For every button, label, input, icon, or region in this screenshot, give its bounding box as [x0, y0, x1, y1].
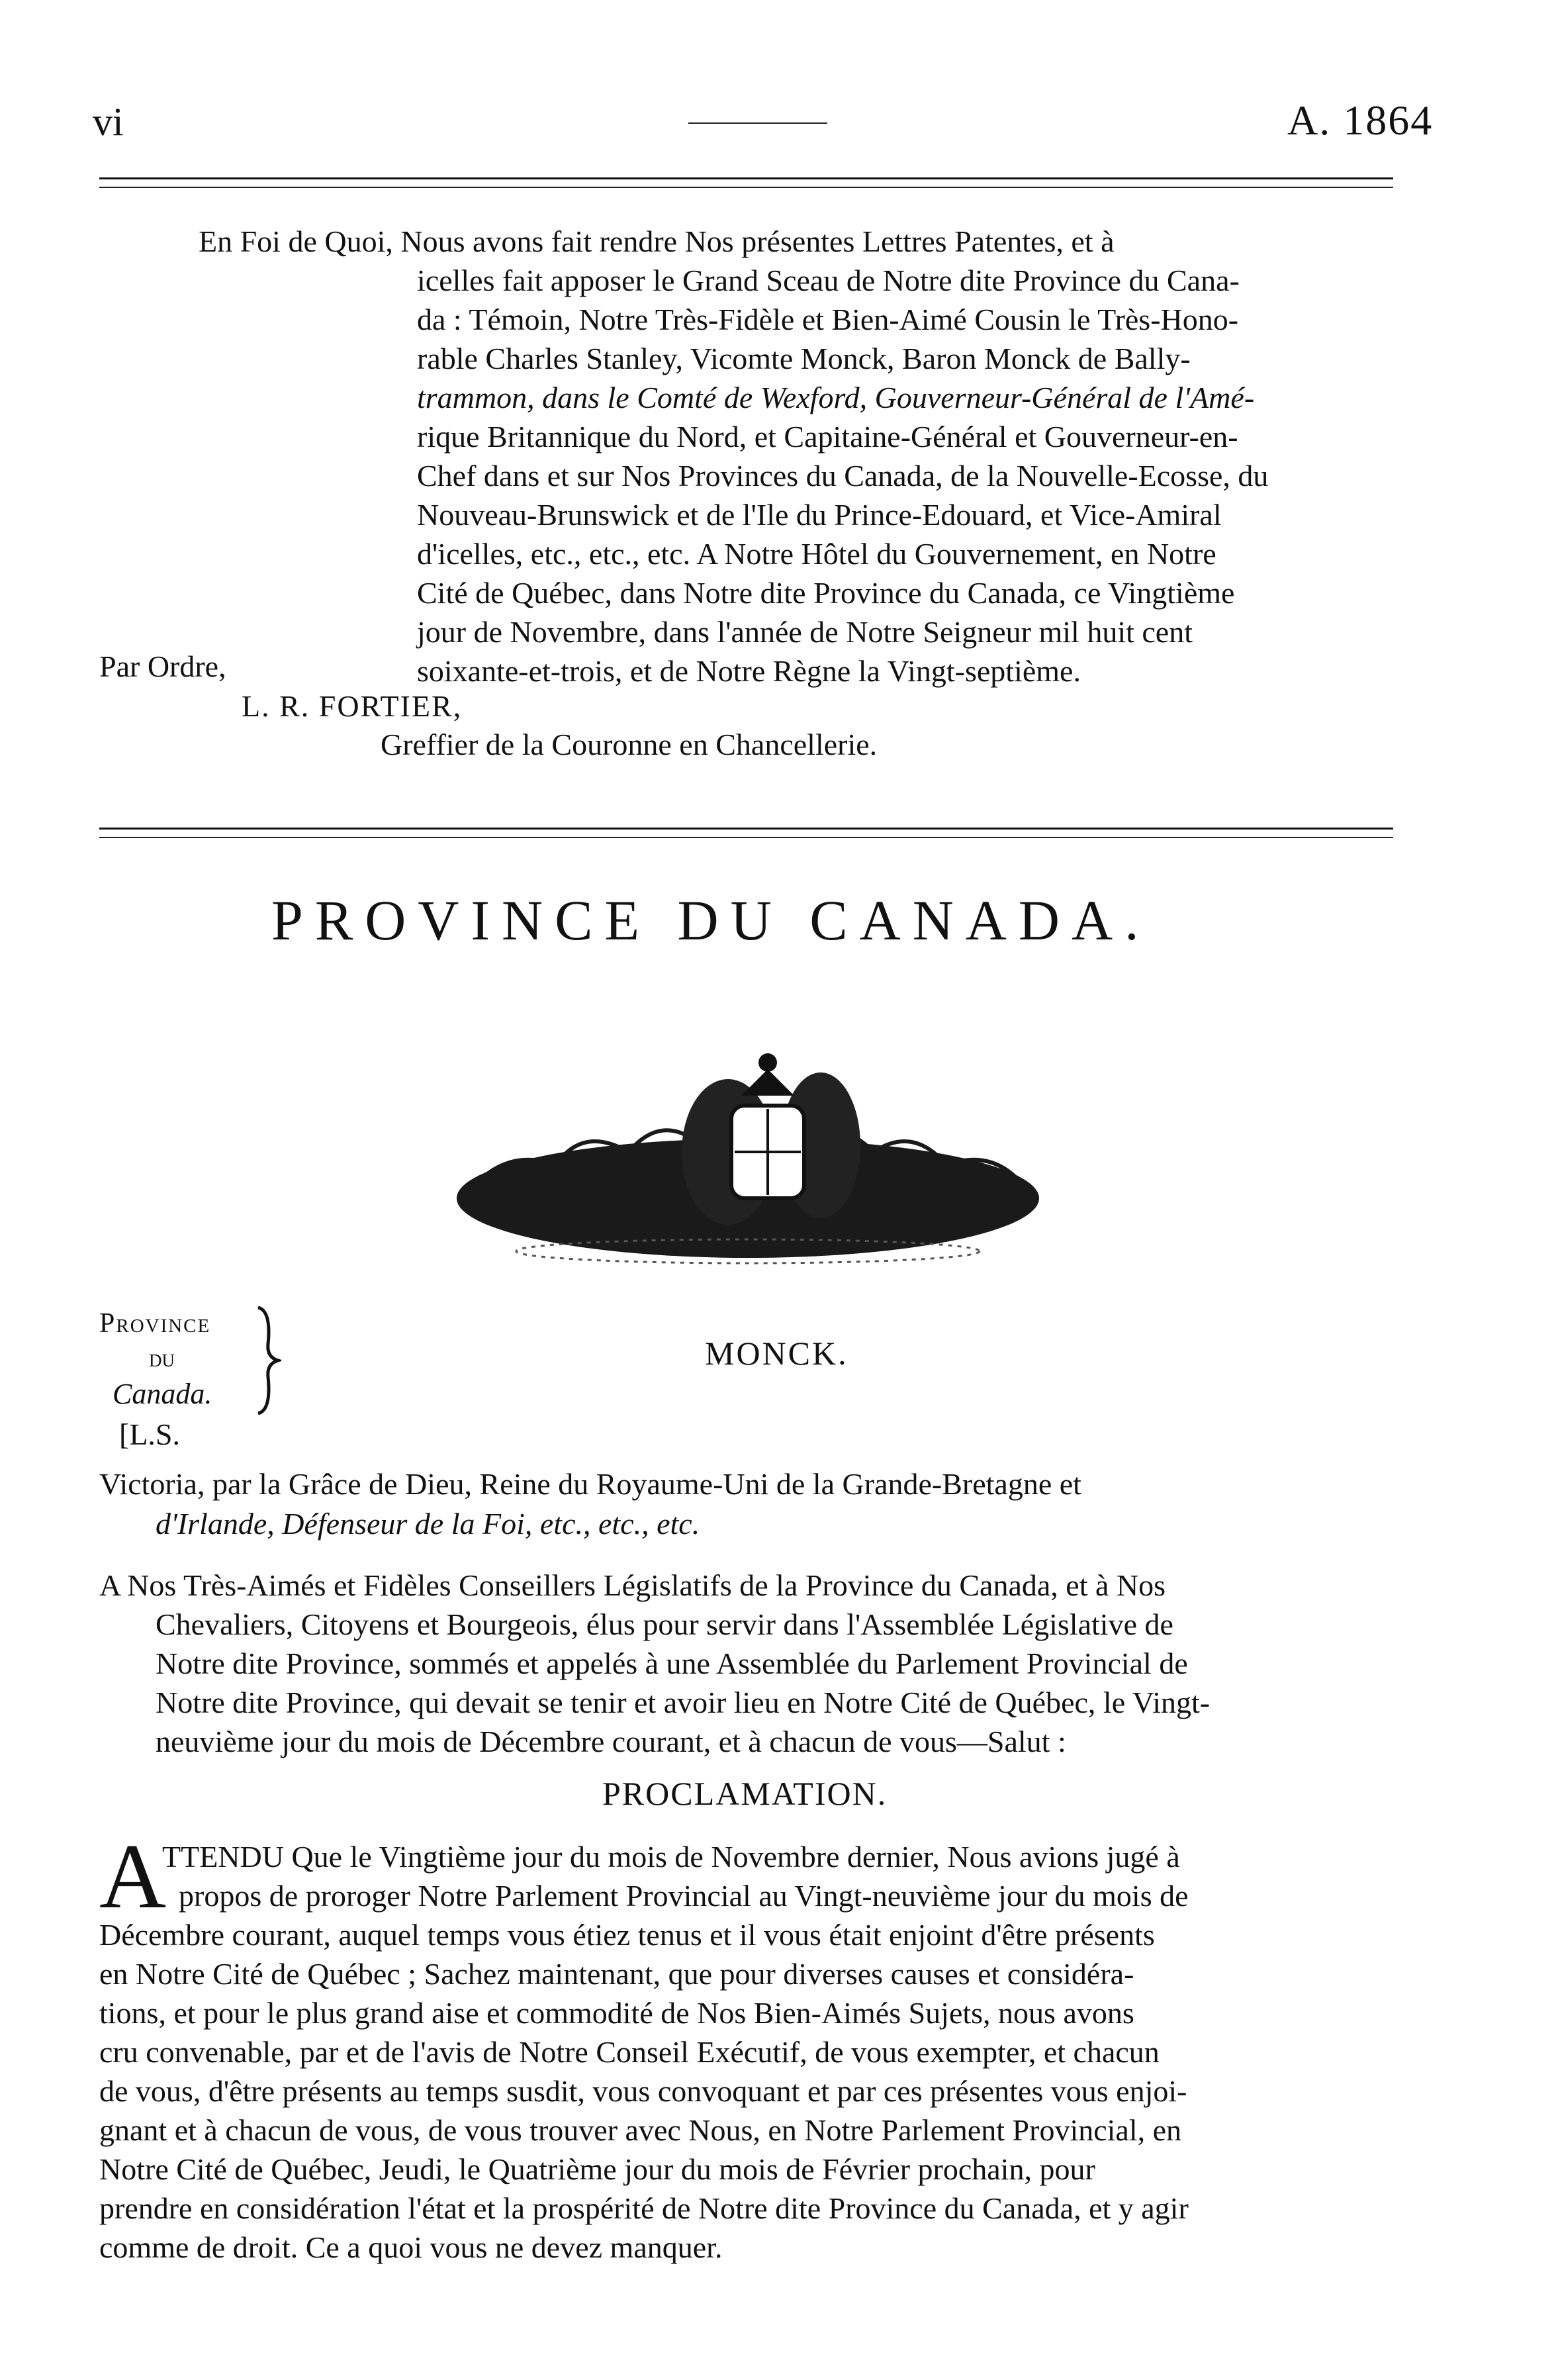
- province-brace-icon: [255, 1304, 281, 1417]
- proclamation-body: [99, 1837, 1393, 2267]
- attestation-line: Nouveau-Brunswick et de l'Ile du Prince-Edouard, et Vice-Amiral: [417, 498, 1222, 532]
- province-line: Province: [99, 1308, 211, 1339]
- proclamation-heading: PROCLAMATION.: [602, 1775, 888, 1812]
- middle-rule-upper: [99, 828, 1393, 830]
- attestation-line: rable Charles Stanley, Vicomte Monck, Baron Monck de Bally-: [417, 342, 1191, 375]
- signer-name: L. R. FORTIER,: [242, 689, 463, 723]
- attestation-line: d'icelles, etc., etc., etc. A Notre Hôtel du Gouvernement, en Notre: [417, 537, 1216, 571]
- attestation-line: En Foi de Quoi, Nous avons fait rendre Nos présentes Lettres Patentes, et à: [199, 224, 1115, 258]
- proclamation-line: TTENDU Que le Vingtième jour du mois de Novembre dernier, Nous avions jugé à: [162, 1840, 1180, 1874]
- victoria-line: d'Irlande, Défenseur de la Foi, etc., etc., etc.: [156, 1507, 700, 1541]
- address-block: [99, 1566, 1393, 1761]
- year-label: A. 1864: [1287, 97, 1434, 144]
- signer-title: Greffier de la Couronne en Chancellerie.: [381, 728, 878, 761]
- attestation-line: jour de Novembre, dans l'année de Notre Seigneur mil huit cent: [417, 615, 1193, 649]
- proclamation-line: tions, et pour le plus grand aise et commodité de Nos Bien-Aimés Sujets, nous avons: [99, 1996, 1134, 2030]
- proclamation-line: cru convenable, par et de l'avis de Notre Conseil Exécutif, de vous exempter, et chacun: [99, 2035, 1160, 2069]
- governor-name: MONCK.: [705, 1335, 848, 1372]
- proclamation-line: propos de proroger Notre Parlement Provincial au Vingt-neuvième jour du mois de: [179, 1879, 1189, 1913]
- attestation-line: trammon, dans le Comté de Wexford, Gouverneur-Général de l'Amé-: [417, 381, 1255, 414]
- proclamation-line: de vous, d'être présents au temps susdit, vous convoquant et par ces présentes vous enjoi-: [99, 2074, 1187, 2108]
- page-title: PROVINCE DU CANADA.: [271, 888, 1151, 952]
- top-rule-lower: [99, 187, 1393, 188]
- royal-coat-of-arms-icon: [450, 1033, 1046, 1271]
- proclamation-line: gnant et à chacun de vous, de vous trouver avec Nous, en Notre Parlement Provincial, en: [99, 2113, 1182, 2147]
- page-number: vi: [93, 100, 124, 144]
- top-rule-upper: [99, 177, 1393, 179]
- attestation-line: da : Témoin, Notre Très-Fidèle et Bien-Aimé Cousin le Très-Hono-: [417, 303, 1239, 336]
- proclamation-dropcap: A: [99, 1825, 167, 1928]
- address-line: neuvième jour du mois de Décembre courant, et à chacun de vous—Salut :: [156, 1725, 1066, 1758]
- province-line: du: [149, 1345, 175, 1372]
- attestation-line: Chef dans et sur Nos Provinces du Canada, de la Nouvelle-Ecosse, du: [417, 459, 1269, 493]
- address-line: Notre dite Province, qui devait se tenir et avoir lieu en Notre Cité de Québec, le Vingt-: [156, 1686, 1211, 1719]
- victoria-line: Victoria, par la Grâce de Dieu, Reine du Royaume-Uni de la Grande-Bretagne et: [99, 1467, 1081, 1501]
- par-ordre-label: Par Ordre,: [99, 649, 226, 683]
- attestation-line: icelles fait apposer le Grand Sceau de Notre dite Province du Cana-: [417, 263, 1240, 297]
- proclamation-line: en Notre Cité de Québec ; Sachez maintenant, que pour diverses causes et considéra-: [99, 1957, 1134, 1991]
- seal-label: [L.S.: [119, 1417, 180, 1451]
- address-line: Chevaliers, Citoyens et Bourgeois, élus pour servir dans l'Assemblée Législative de: [156, 1607, 1173, 1641]
- address-line: Notre dite Province, sommés et appelés à une Assemblée du Parlement Provincial de: [156, 1646, 1188, 1680]
- attestation-block: [199, 222, 1410, 690]
- attestation-line: Cité de Québec, dans Notre dite Province du Canada, ce Vingtième: [417, 576, 1235, 610]
- proclamation-line: prendre en considération l'état et la prospérité de Notre dite Province du Canada, et y agir: [99, 2191, 1189, 2225]
- middle-rule-lower: [99, 837, 1393, 838]
- header-center-rule: [688, 122, 827, 124]
- address-line: A Nos Très-Aimés et Fidèles Conseillers Législatifs de la Province du Canada, et à Nos: [99, 1568, 1166, 1602]
- province-line: Canada.: [113, 1378, 212, 1410]
- attestation-line: soixante-et-trois, et de Notre Règne la Vingt-septième.: [417, 654, 1081, 688]
- attestation-line: rique Britannique du Nord, et Capitaine-Général et Gouverneur-en-: [417, 420, 1238, 453]
- proclamation-line: Notre Cité de Québec, Jeudi, le Quatrième jour du mois de Février prochain, pour: [99, 2152, 1095, 2186]
- proclamation-line: Décembre courant, auquel temps vous étiez tenus et il vous était enjoint d'être présents: [99, 1918, 1155, 1952]
- proclamation-line: comme de droit. Ce a quoi vous ne devez manquer.: [99, 2230, 723, 2264]
